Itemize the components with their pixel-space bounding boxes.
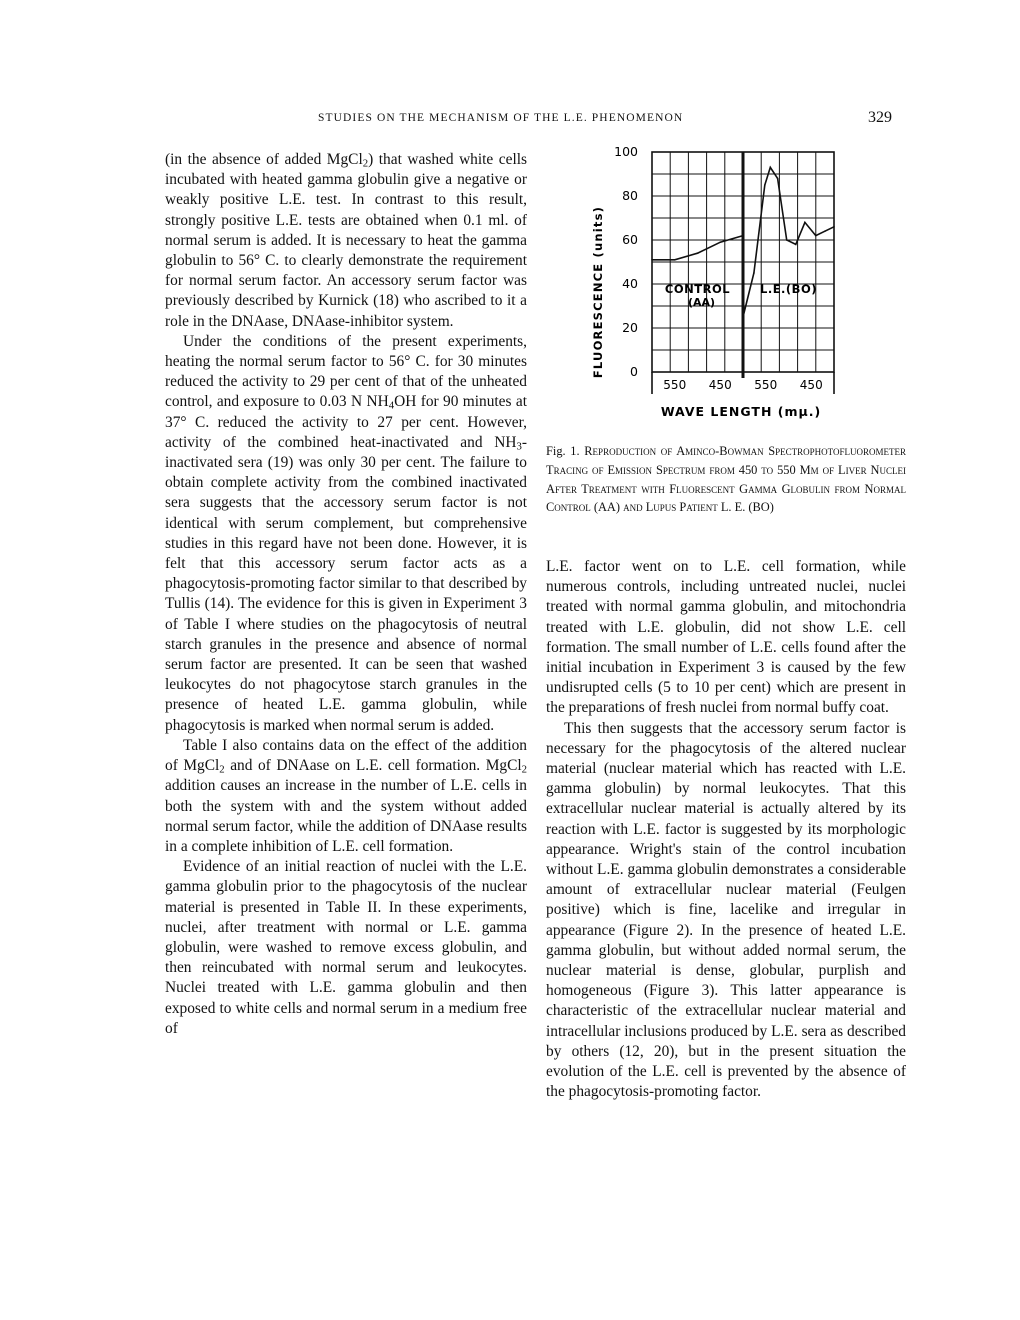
left-column [165,150,527,1039]
data-point [753,272,755,274]
y-tick-label: 100 [614,144,638,159]
data-point [674,259,676,261]
y-tick-labels [614,144,638,379]
panel-label-sub: (AA) [687,295,716,309]
data-point [815,235,817,237]
chart-panel [651,235,744,392]
data-point [833,226,835,228]
y-tick-label: 20 [622,320,638,335]
x-tick-label: 450 [799,378,823,392]
data-point [742,316,744,318]
data-point [777,178,779,180]
caption-label: Fig. 1. [546,444,580,458]
running-title: STUDIES ON THE MECHANISM OF THE L.E. PHENOMENON [318,112,684,124]
data-point [824,230,826,232]
spectrum-chart-svg [572,140,862,430]
panel-label: L.E.(BO) [760,281,817,296]
x-tick-label: 550 [754,378,778,392]
paragraph: Evidence of an initial reaction of nuclei with the L.E. gamma globulin prior to the phagocytosis of the nuclear material is presented in Table II. In these experiments, nuclei, after treatment with normal or L.E. gamma globulin, were washed to remove excess globulin, and then reincubated with normal serum and leukocytes. Nuclei treated with L.E. gamma globulin and then exposed to white cells and normal serum in a medium free of [165,858,527,1037]
data-point [697,252,699,254]
chart-panel [742,167,835,392]
paragraph: Table I also contains data on the effect of the addition of MgCl$_2$ and of DNAase on L.E. cell formation. MgCl$_2$ addition causes an increase in the number of L.E. cells in both the system with and the system without added normal serum factor, while the addition of DNAase results in a complete inhibition of L.E. cell formation. [165,736,528,855]
figure-1-chart [572,140,862,430]
paragraph: (in the absence of added MgCl$_2$) that washed white cells incubated with heated gamma globulin give a negative or weakly positive L.E. test. In contrast to this result, strongly positive L.E. tests are obtained when 0.1 ml. of normal serum is added. It is necessary to heat the gamma globulin to 56° C. to clearly demonstrate the requirement for normal serum factor. An accessory serum factor was previously described by Kurnick (18) who ascribed to it a role in the DNAase, DNAase-inhibitor system. [165,151,527,330]
page-header [0,109,1020,132]
data-point [651,259,653,261]
data-point [742,235,744,237]
page-number: 329 [868,109,892,126]
x-tick-label: 450 [708,378,732,392]
data-point [786,239,788,241]
y-tick-label: 0 [630,364,638,379]
series-line [652,236,743,260]
data-point [804,222,806,224]
panel-label: CONTROL [664,281,731,296]
data-point [764,184,766,186]
data-point [795,244,797,246]
x-tick-label: 550 [663,378,687,392]
data-point [770,167,772,169]
right-column [546,557,906,1102]
x-axis-label: WAVE LENGTH (mμ.) [660,404,822,419]
paragraph: This then suggests that the accessory serum factor is necessary for the phagocytosis of the altered nuclear material (nuclear material which has reacted with L.E. gamma globulin) by normal leukocytes. That this extracellular nuclear material is actually altered by its reaction with L.E. factor is suggested by its morphologic appearance. Wright's stain of the control incubation without L.E. gamma globulin demonstrates a considerable amount of extracellular nuclear material (Feulgen positive) which is fine, lacelike and irregular in appearance (Figure 2). In the presence of heated L.E. gamma globulin, but without added normal serum, the nuclear material is dense, globular, purplish and homogeneous (Figure 3). This latter appearance is characteristic of the extracellular nuclear material and intracellular inclusions produced by L.E. sera as described by others (12, 20), but in the present situation the evolution of the L.E. cell is prevented by the absence of the phagocytosis-promoting factor. [546,719,906,1101]
figure-caption [546,442,906,517]
paragraph: Under the conditions of the present experiments, heating the normal serum factor to 56° C. for 30 minutes reduced the activity to 29 per cent of that of the unheated control, and exposure to 0.03 N $NH_4OH$ for 90 minutes at 37° C. reduced the activity to 27 per cent. However, activity of the combined heat-inactivated and $NH_3$-inactivated sera (19) was only 30 per cent. The failure to obtain complete activity from the combined inactivated sera suggests that the accessory serum factor is not identical with serum complement, but comprehensive studies in this regard have not been done. However, it is felt that this accessory serum factor acts as a phagocytosis-promoting factor similar to that described by Tullis (14). The evidence for this is given in Experiment 3 of Table I where studies on the phagocytosis of neutral starch granules in the presence and absence of normal serum factor are presented. It can be seen that washed leukocytes do not phagocytose starch granules in the presence of heated L.E. gamma globulin, while phagocytosis is marked when normal serum is added. [165,332,527,734]
y-axis-label: FLUORESCENCE (units) [591,205,605,379]
data-point [719,241,721,243]
y-tick-label: 60 [622,232,638,247]
y-tick-label: 40 [622,276,638,291]
caption-text: Reproduction of Aminco-Bowman Spectrophotofluorometer Tracing of Emission Spectrum from 450 to 550 Mμ of Liver Nuclei After Treatment with Fluorescent Gamma Globulin from Normal Control (AA) and Lupus Patient L. E. (BO) [546,444,906,515]
paragraph: L.E. factor went on to L.E. cell formation, while numerous controls, including untreated nuclei, nuclei treated with normal gamma globulin, and mitochondria treated with L.E. globulin, did not show L.E. cell formation. The small number of L.E. cells found after the initial incubation in Experiment 3 is caused by the few undisrupted cells (5 to 10 per cent) which are present in the preparations of fresh nuclei from normal buffy coat. [546,558,906,717]
chart-grid [652,152,834,394]
y-tick-label: 80 [622,188,638,203]
